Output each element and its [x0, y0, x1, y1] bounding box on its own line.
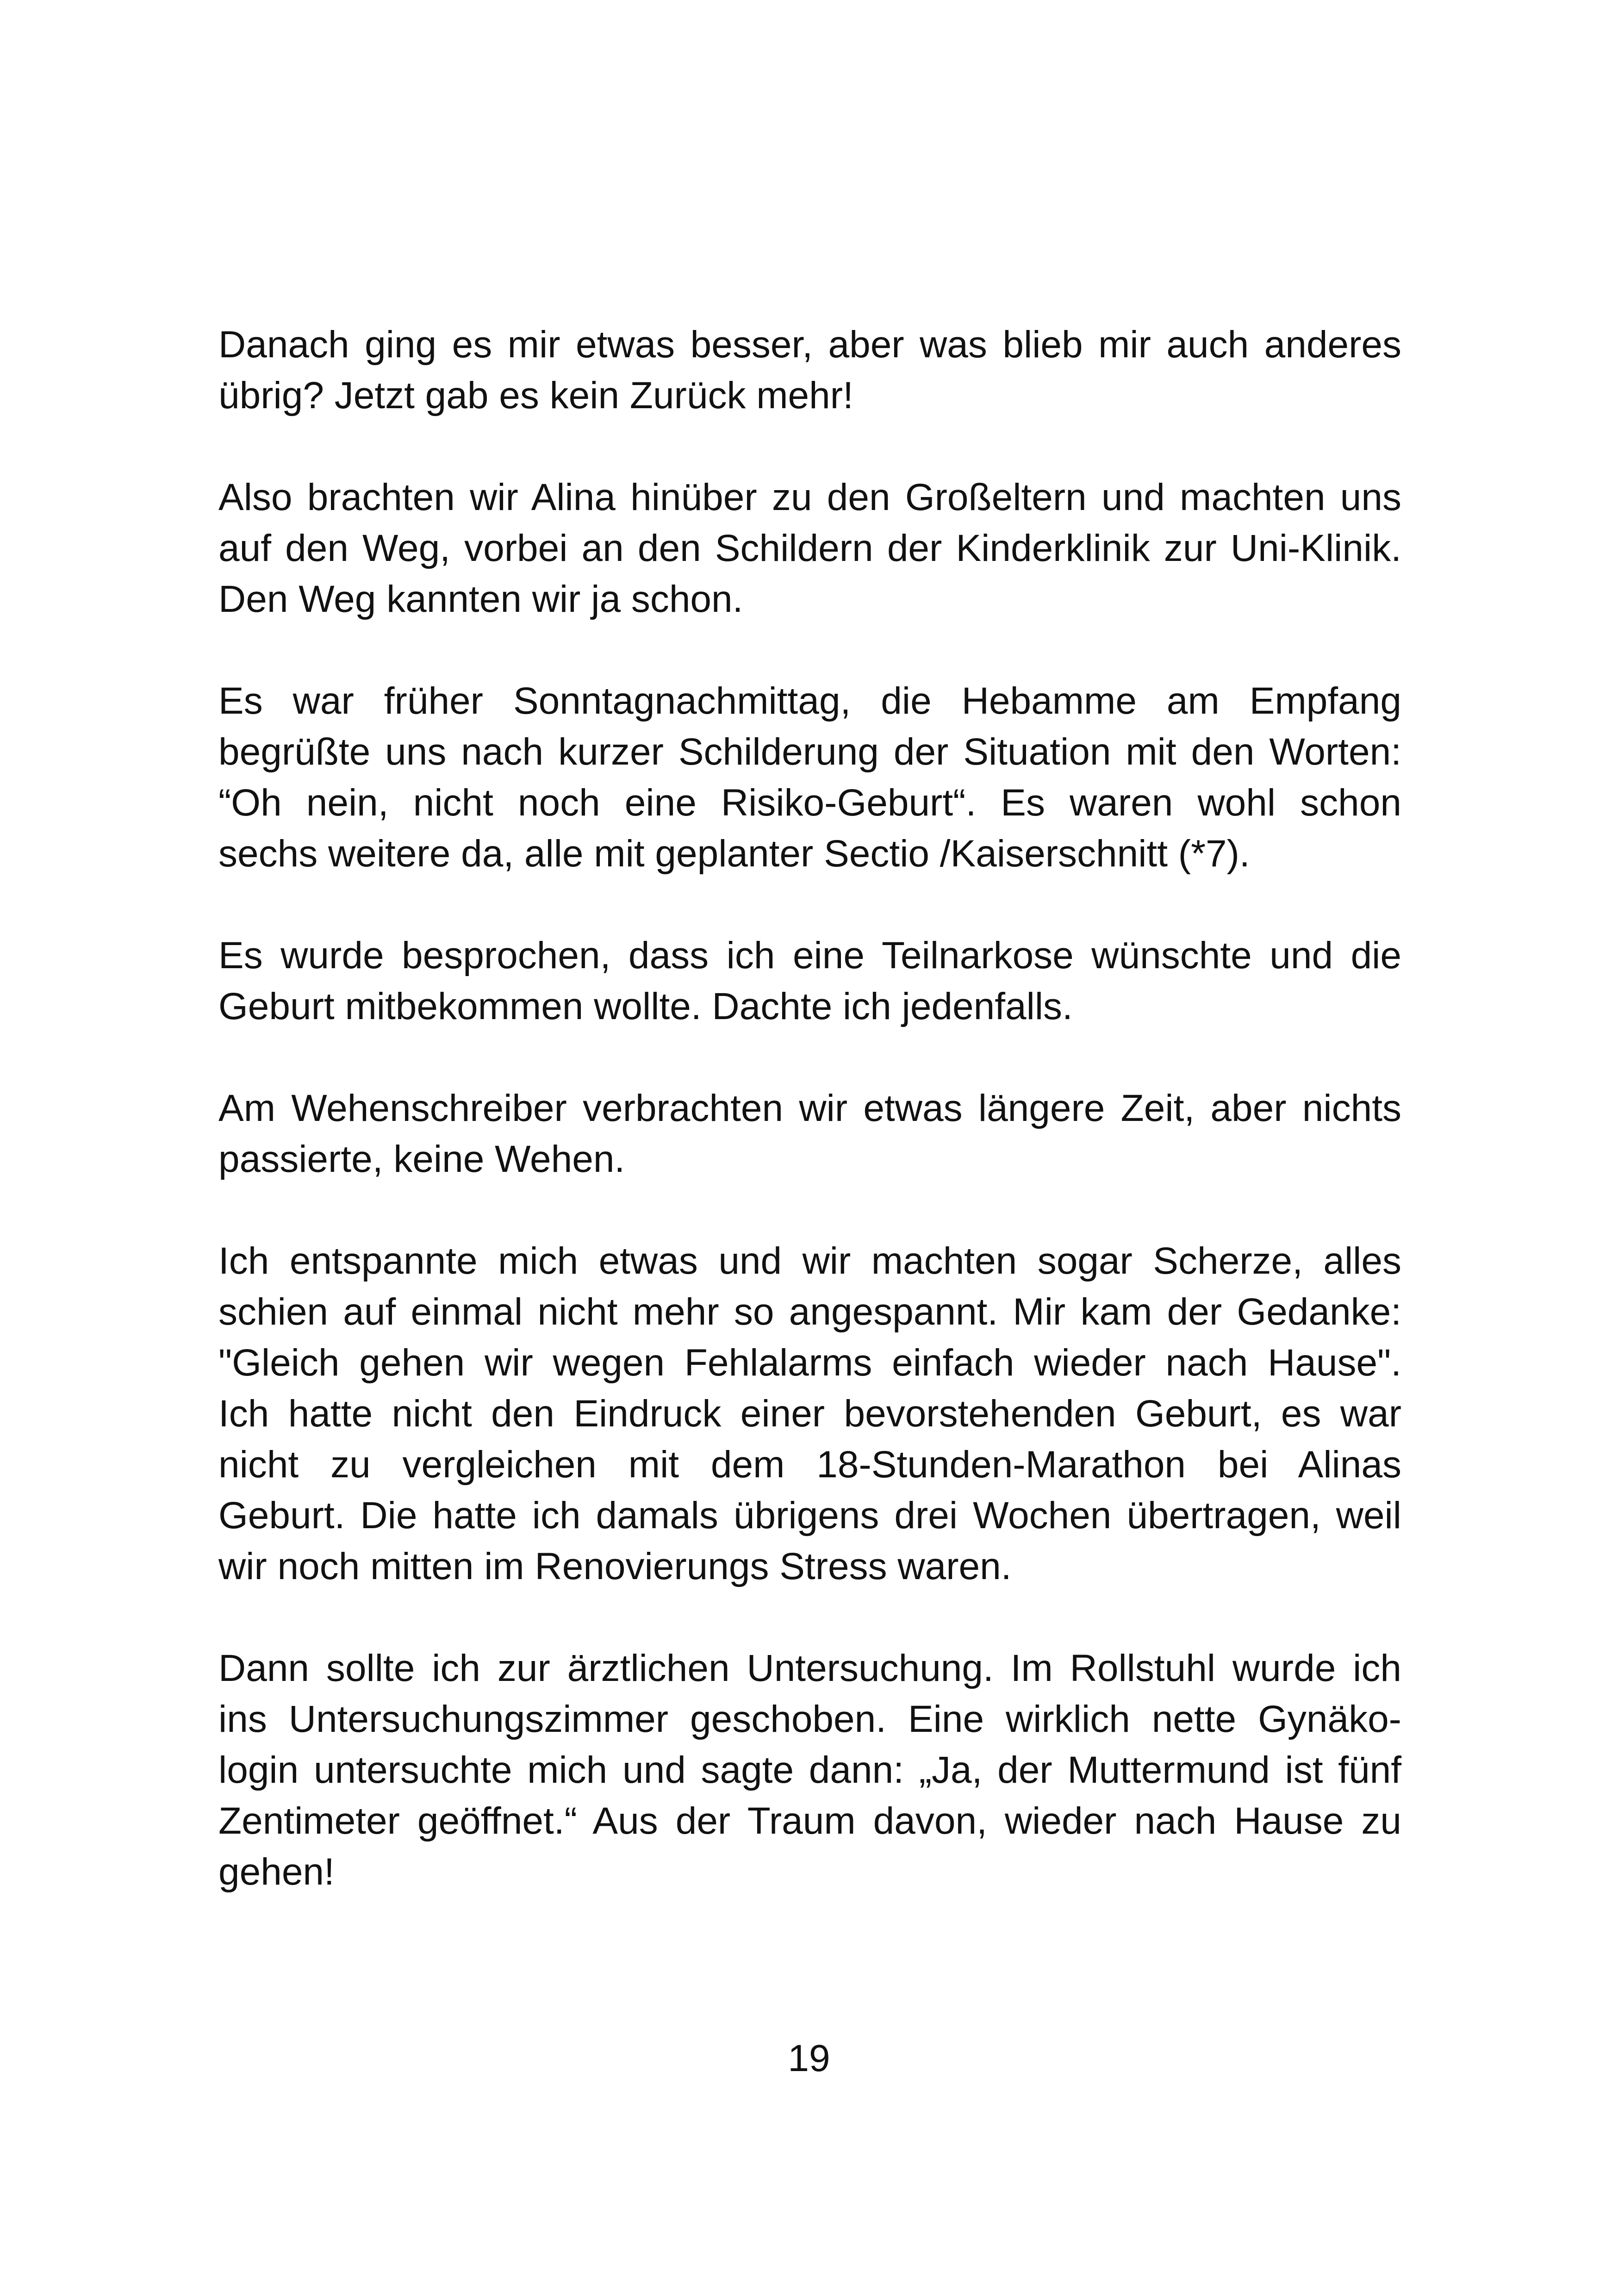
- paragraph: [218, 472, 1401, 625]
- text-line: Zentimeter geöffnet.“ Aus der Traum davon, wieder nach Hause zu: [218, 1800, 1401, 1842]
- text-line: Also brachten wir Alina hinüber zu den Großeltern und machten uns: [218, 476, 1401, 518]
- text-line: login untersuchte mich und sagte dann: „Ja, der Muttermund ist fünf: [218, 1749, 1401, 1791]
- text-line: Ich entspannte mich etwas und wir machten sogar Scherze, alles: [218, 1240, 1401, 1282]
- text-line: Geburt mitbekommen wollte. Dachte ich jedenfalls.: [218, 985, 1073, 1027]
- paragraph: [218, 1643, 1401, 1898]
- text-line: Es war früher Sonntagnachmittag, die Hebamme am Empfang: [218, 680, 1401, 722]
- text-line: ins Untersuchungszimmer geschoben. Eine wirklich nette Gynäko-: [218, 1698, 1401, 1740]
- text-line: Dann sollte ich zur ärztlichen Untersuchung. Im Rollstuhl wurde ich: [218, 1647, 1401, 1689]
- paragraph: [218, 676, 1401, 879]
- text-line: nicht zu vergleichen mit dem 18-Stunden-Marathon bei Alinas: [218, 1444, 1401, 1486]
- text-line: passierte, keine Wehen.: [218, 1138, 625, 1180]
- paragraph: [218, 930, 1401, 1032]
- text-line: wir noch mitten im Renovierungs Stress waren.: [218, 1545, 1012, 1587]
- paragraph: [218, 319, 1401, 421]
- text-line: Am Wehenschreiber verbrachten wir etwas längere Zeit, aber nichts: [218, 1087, 1401, 1129]
- paragraph: [218, 1236, 1401, 1592]
- text-line: sechs weitere da, alle mit geplanter Sectio /Kaiserschnitt (*7).: [218, 833, 1250, 875]
- body-text: [218, 319, 1401, 1948]
- text-line: “Oh nein, nicht noch eine Risiko-Geburt“. Es waren wohl schon: [218, 782, 1401, 824]
- text-line: schien auf einmal nicht mehr so angespannt. Mir kam der Gedanke:: [218, 1291, 1401, 1333]
- page-number: 19: [788, 2037, 830, 2079]
- text-line: auf den Weg, vorbei an den Schildern der Kinderklinik zur Uni-Klinik.: [218, 527, 1401, 569]
- text-line: gehen!: [218, 1851, 335, 1893]
- text-line: "Gleich gehen wir wegen Fehlalarms einfach wieder nach Hause".: [218, 1342, 1401, 1384]
- text-line: Den Weg kannten wir ja schon.: [218, 578, 743, 620]
- text-line: begrüßte uns nach kurzer Schilderung der Situation mit den Worten:: [218, 731, 1401, 773]
- text-line: Es wurde besprochen, dass ich eine Teilnarkose wünschte und die: [218, 934, 1401, 977]
- text-line: Danach ging es mir etwas besser, aber was blieb mir auch anderes: [218, 324, 1401, 366]
- text-line: Ich hatte nicht den Eindruck einer bevorstehenden Geburt, es war: [218, 1393, 1401, 1435]
- text-line: Geburt. Die hatte ich damals übrigens drei Wochen übertragen, weil: [218, 1494, 1401, 1537]
- paragraph: [218, 1083, 1401, 1185]
- text-line: übrig? Jetzt gab es kein Zurück mehr!: [218, 374, 853, 417]
